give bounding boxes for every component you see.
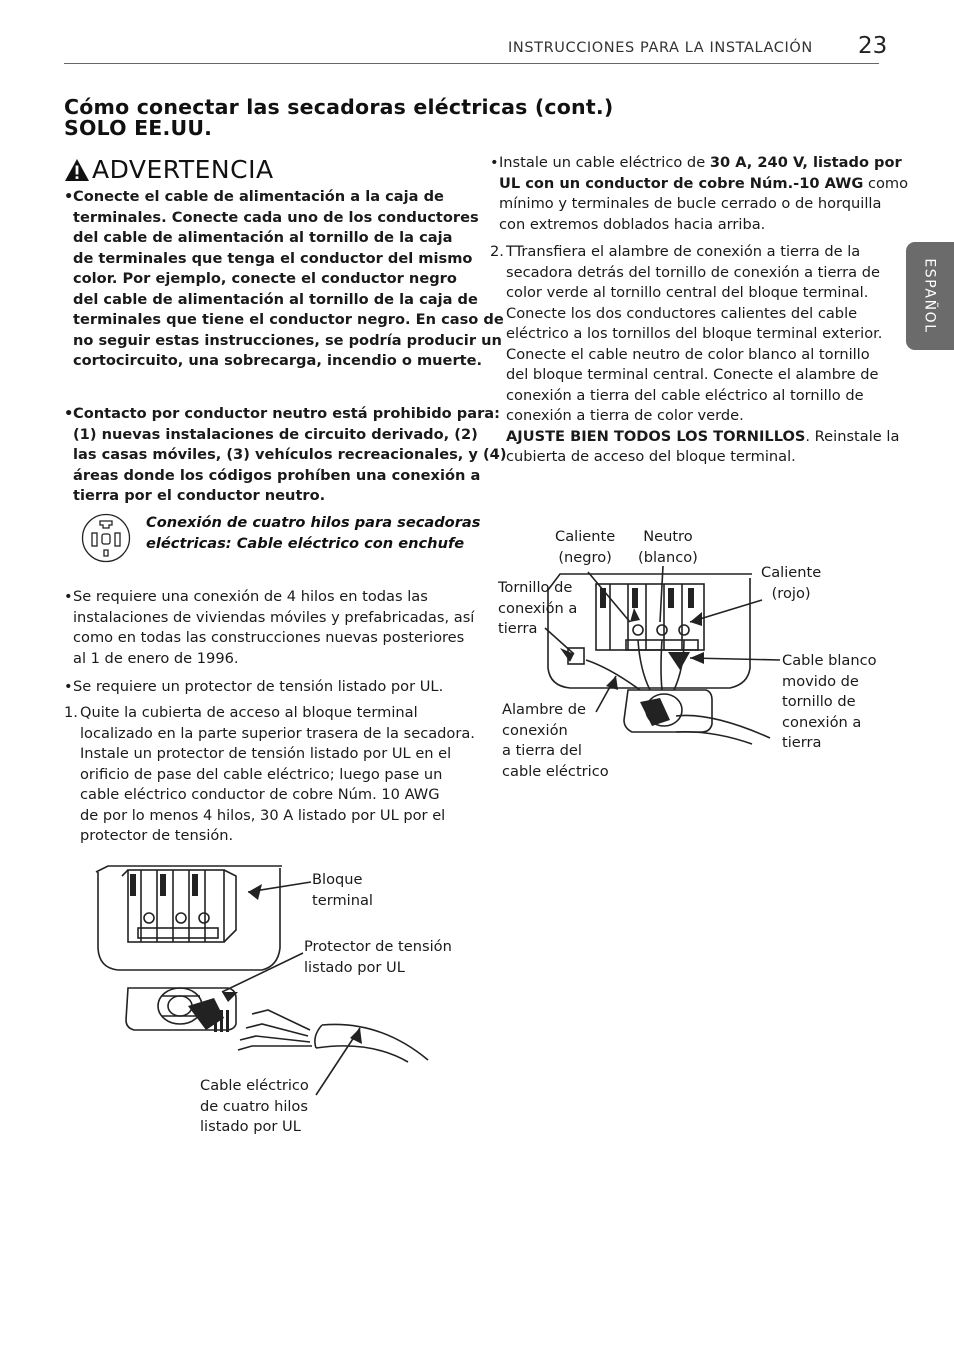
page-number: 23 bbox=[858, 33, 888, 59]
label-line: conexión bbox=[502, 721, 568, 739]
label-line: Cable eléctrico bbox=[200, 1077, 309, 1094]
note-line: eléctricas: Cable eléctrico con enchufe bbox=[146, 534, 465, 552]
label-line: a tierra del bbox=[502, 742, 582, 759]
label-line: (negro) bbox=[558, 548, 612, 566]
label-cord-ground-wire bbox=[502, 700, 609, 782]
text-line: de por lo menos 4 hilos, 30 A listado por UL por el bbox=[80, 806, 446, 824]
label-line: Alambre de bbox=[502, 701, 586, 718]
text-line: Contacto por conductor neutro está prohibido para: bbox=[73, 405, 500, 422]
step-number: 1. bbox=[64, 704, 78, 721]
label-ground-screw bbox=[498, 578, 577, 640]
label-hot-black bbox=[555, 527, 615, 568]
note-line: Conexión de cuatro hilos para secadoras bbox=[146, 514, 481, 531]
label-line: Caliente bbox=[761, 564, 822, 581]
text-line: terminales. Conecte cada uno de los conductores bbox=[73, 208, 479, 226]
language-tab-label: ESPAÑOL bbox=[922, 258, 939, 334]
label-line: Protector de tensión bbox=[304, 938, 452, 955]
text-line: de terminales que tenga el conductor del mismo bbox=[73, 249, 473, 267]
text-line: Se requiere un protector de tensión listado por UL. bbox=[73, 678, 444, 695]
text-line: instalaciones de viviendas móviles y prefabricadas, así bbox=[73, 608, 475, 626]
text-line: Instale un protector de tensión listado por UL en el bbox=[80, 745, 452, 762]
text-line: color. Por ejemplo, conecte el conductor negro bbox=[73, 270, 457, 287]
label-neutral-white bbox=[638, 527, 698, 568]
text-span: como bbox=[863, 174, 909, 192]
text-line: del cable de alimentación al tornillo de la caja de bbox=[73, 290, 478, 308]
text-line: Se requiere una conexión de 4 hilos en todas las bbox=[73, 588, 428, 605]
text-line: eléctrico a los tornillos del bloque terminal exterior. bbox=[506, 325, 883, 342]
text-line: (1) nuevas instalaciones de circuito derivado, (2) bbox=[73, 425, 478, 443]
bullet-glyph: • bbox=[490, 154, 499, 171]
text-line: Conecte el cable neutro de color blanco al tornillo bbox=[506, 345, 870, 363]
label-line: (blanco) bbox=[638, 548, 698, 566]
text-line: no seguir estas instrucciones, se podría producir un bbox=[73, 331, 502, 349]
text-line: tierra por el conductor neutro. bbox=[73, 487, 326, 504]
text-line: TTransfiera el alambre de conexión a tierra de la bbox=[506, 243, 861, 260]
text-line: conexión a tierra del cable eléctrico al tornillo de bbox=[506, 386, 864, 404]
label-line: movido de bbox=[782, 672, 859, 690]
label-line: terminal bbox=[312, 891, 373, 909]
text-line: cortocircuito, una sobrecarga, incendio o muerte. bbox=[73, 352, 483, 369]
text-line: localizado en la parte superior trasera de la secadora. bbox=[80, 724, 475, 742]
label-line: tierra bbox=[498, 620, 538, 637]
label-line: Cable blanco bbox=[782, 652, 877, 669]
text-line: con extremos doblados hacia arriba. bbox=[499, 215, 766, 233]
text-line: conexión a tierra de color verde. bbox=[506, 407, 744, 424]
text-line: cubierta de acceso del bloque terminal. bbox=[506, 448, 796, 465]
label-line: conexión a bbox=[782, 713, 862, 731]
text-line: del cable de alimentación al tornillo de la caja bbox=[73, 229, 453, 246]
text-line: como en todas las construcciones nuevas posteriores bbox=[73, 629, 465, 646]
text-line: Conecte los dos conductores calientes del cable bbox=[506, 304, 858, 322]
label-line: Bloque bbox=[312, 871, 363, 888]
bullet-glyph: • bbox=[64, 188, 74, 205]
bold-span: UL con un conductor de cobre Núm.-10 AWG bbox=[499, 174, 864, 192]
text-line: mínimo y terminales de bucle cerrado o de horquilla bbox=[499, 195, 882, 212]
label-white-wire-moved bbox=[782, 651, 877, 754]
text-span: . Reinstale la bbox=[805, 427, 900, 445]
running-header: INSTRUCCIONES PARA LA INSTALACIÓN bbox=[508, 40, 813, 56]
label-line: Neutro bbox=[643, 528, 693, 545]
text-line: Quite la cubierta de acceso al bloque terminal bbox=[80, 704, 418, 721]
text-line: cable eléctrico conductor de cobre Núm. 10 AWG bbox=[80, 786, 440, 803]
bullet-glyph: • bbox=[64, 588, 73, 605]
label-line: cable eléctrico bbox=[502, 762, 609, 780]
step-number: 2. bbox=[490, 243, 504, 260]
bullet-glyph: • bbox=[64, 678, 73, 695]
text-line: protector de tensión. bbox=[80, 827, 234, 844]
label-line: conexión a bbox=[498, 599, 578, 617]
label-line: de cuatro hilos bbox=[200, 1097, 308, 1115]
text-line: al 1 de enero de 1996. bbox=[73, 649, 239, 667]
bullet-glyph: • bbox=[64, 405, 74, 422]
bold-span: AJUSTE BIEN TODOS LOS TORNILLOS bbox=[506, 427, 806, 445]
label-line: tornillo de bbox=[782, 693, 856, 710]
text-line: las casas móviles, (3) vehículos recreacionales, y (4) bbox=[73, 446, 507, 463]
bold-span: 30 A, 240 V, listado por bbox=[709, 154, 902, 171]
label-line: listado por UL bbox=[200, 1118, 301, 1135]
label-line: Tornillo de bbox=[498, 579, 573, 596]
label-line: Caliente bbox=[555, 528, 616, 545]
label-line: (rojo) bbox=[771, 584, 811, 602]
label-line: tierra bbox=[782, 734, 822, 751]
section-title-line1: Cómo conectar las secadoras eléctricas (cont.) bbox=[64, 95, 614, 119]
text-line: Conecte el cable de alimentación a la caja de bbox=[73, 188, 444, 205]
text-line: del bloque terminal central. Conecte el alambre de bbox=[506, 366, 879, 383]
text-span: Instale un cable eléctrico de bbox=[499, 154, 710, 171]
section-title-line2: SOLO EE.UU. bbox=[64, 116, 213, 140]
text-line: áreas donde los códigos prohíben una conexión a bbox=[73, 466, 481, 484]
text-line: color verde al tornillo central del bloque terminal. bbox=[506, 284, 869, 301]
text-line: orificio de pase del cable eléctrico; luego pase un bbox=[80, 765, 443, 783]
warning-heading-text: ADVERTENCIA bbox=[92, 155, 274, 184]
label-hot-red bbox=[761, 563, 821, 604]
text-line: terminales que tiene el conductor negro. En caso de bbox=[73, 311, 504, 328]
label-line: listado por UL bbox=[304, 958, 405, 976]
text-line: secadora detrás del tornillo de conexión a tierra de bbox=[506, 263, 881, 281]
